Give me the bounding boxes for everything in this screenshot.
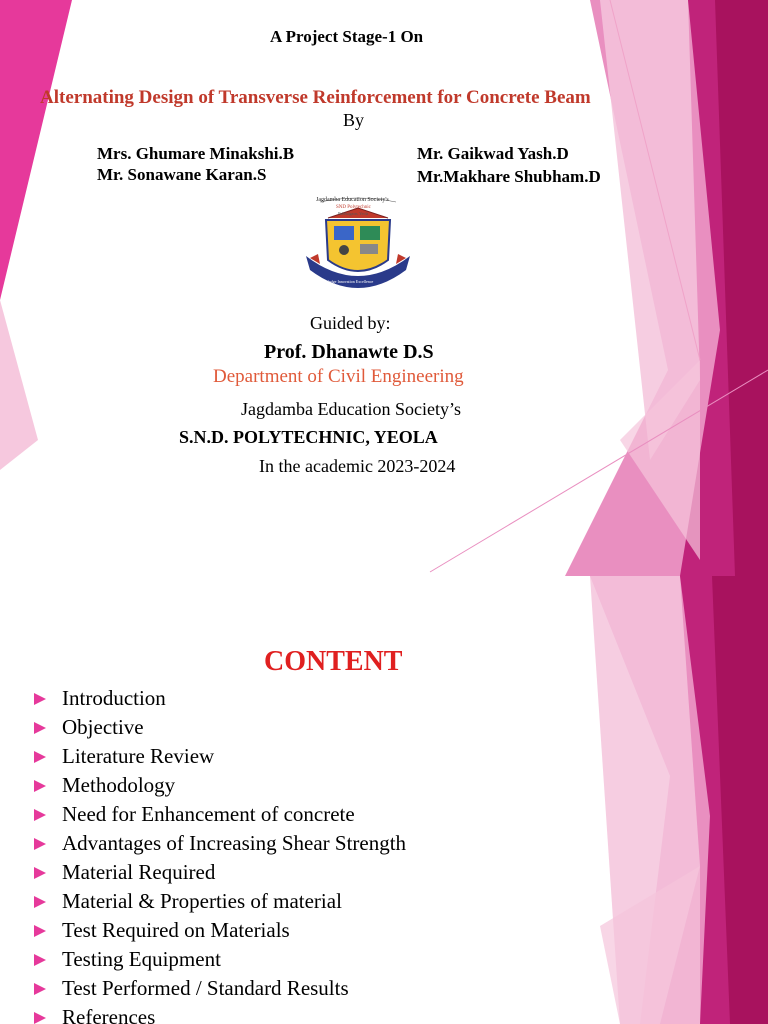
list-item <box>32 829 406 858</box>
list-item <box>32 974 406 1003</box>
list-item-label: Advantages of Increasing Shear Strength <box>62 831 407 855</box>
bullet-arrow-icon <box>34 780 46 792</box>
list-item <box>32 684 406 713</box>
academic-year: In the academic 2023-2024 <box>259 456 456 476</box>
list-item <box>32 742 406 771</box>
list-item-label: Test Performed / Standard Results <box>62 976 349 1000</box>
list-item-label: References <box>62 1005 156 1024</box>
list-item <box>32 945 406 974</box>
bullet-arrow-icon <box>34 751 46 763</box>
bullet-arrow-icon <box>34 896 46 908</box>
content-slide <box>0 576 768 1024</box>
content-list <box>32 684 406 1024</box>
list-item-label: Need for Enhancement of concrete <box>62 802 355 826</box>
bullet-arrow-icon <box>34 983 46 995</box>
bullet-arrow-icon <box>34 693 46 705</box>
by-label: By <box>343 110 365 130</box>
department: Department of Civil Engineering <box>213 366 464 387</box>
logo-name-text: SND Polytechnic <box>336 205 371 210</box>
list-item-label: Methodology <box>62 773 176 797</box>
bullet-arrow-icon <box>34 867 46 879</box>
list-item <box>32 916 406 945</box>
list-item-label: Introduction <box>62 686 166 710</box>
author-4: Mr.Makhare Shubham.D <box>417 167 601 186</box>
list-item-label: Testing Equipment <box>62 947 221 971</box>
list-item-label: Literature Review <box>62 744 215 768</box>
project-title: Alternating Design of Transverse Reinforcement for Concrete Beam <box>40 87 591 108</box>
bullet-arrow-icon <box>34 722 46 734</box>
list-item <box>32 887 406 916</box>
list-item-label: Test Required on Materials <box>62 918 290 942</box>
list-item <box>32 771 406 800</box>
author-3: Mr. Gaikwad Yash.D <box>417 144 569 163</box>
left-light-triangle <box>0 300 38 470</box>
bullet-arrow-icon <box>34 925 46 937</box>
list-item-label: Material Required <box>62 860 216 884</box>
logo-place-text: Babhulgaon, Yeola <box>338 211 369 216</box>
list-item <box>32 800 406 829</box>
bullet-arrow-icon <box>34 1012 46 1024</box>
list-item <box>32 713 406 742</box>
list-item-label: Objective <box>62 715 144 739</box>
project-heading: A Project Stage-1 On <box>270 27 424 46</box>
guide-name: Prof. Dhanawte D.S <box>264 341 434 363</box>
institute-name: S.N.D. POLYTECHNIC, YEOLA <box>179 427 438 447</box>
list-item <box>32 858 406 887</box>
list-item <box>32 1003 406 1024</box>
content-heading: CONTENT <box>264 646 403 677</box>
logo-motto: Knowledge Innovation Excellence <box>318 279 374 284</box>
bullet-arrow-icon <box>34 809 46 821</box>
bullet-arrow-icon <box>34 954 46 966</box>
left-pink-triangle <box>0 0 72 300</box>
author-2: Mr. Sonawane Karan.S <box>97 165 267 184</box>
guided-by-label: Guided by: <box>310 313 391 333</box>
author-1: Mrs. Ghumare Minakshi.B <box>97 144 295 163</box>
society-name: Jagdamba Education Society’s <box>241 399 461 419</box>
bullet-arrow-icon <box>34 838 46 850</box>
list-item-label: Material & Properties of material <box>62 889 342 913</box>
logo-top-text: Jagdamba Education Society's <box>316 197 389 203</box>
